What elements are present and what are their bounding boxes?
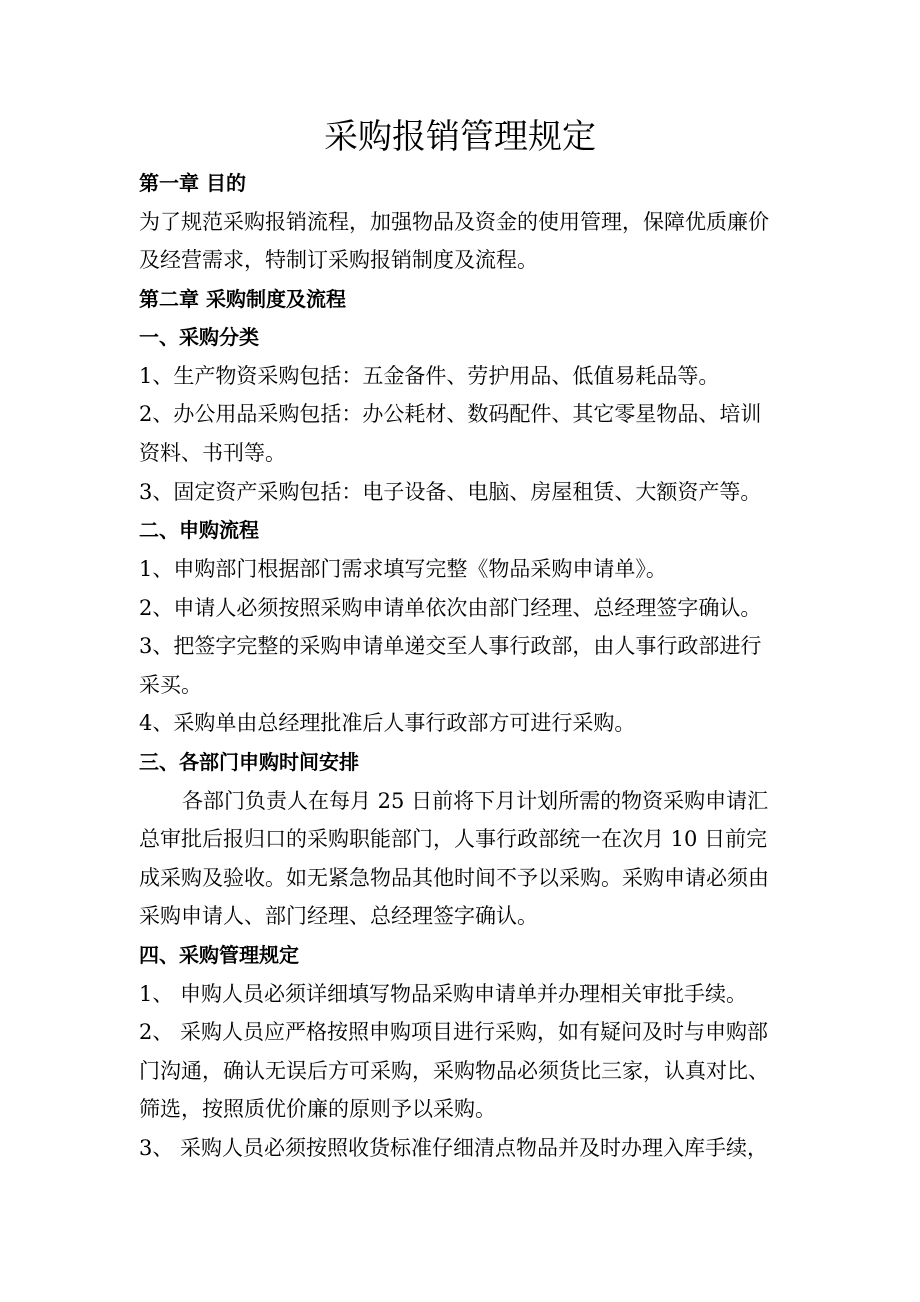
list-item: 3、固定资产采购包括：电子设备、电脑、房屋租赁、大额资产等。	[139, 480, 762, 504]
chapter-2-heading: 第二章 采购制度及流程	[139, 287, 346, 311]
section-1-heading: 一、采购分类	[139, 325, 259, 349]
list-item: 2、办公用品采购包括：办公耗材、数码配件、其它零星物品、培训	[139, 402, 762, 426]
paragraph-line: 及经营需求，特制订采购报销制度及流程。	[139, 248, 538, 272]
list-item-continuation: 筛选，按照质优价廉的原则予以采购。	[139, 1097, 496, 1121]
document-title: 采购报销管理规定	[324, 117, 596, 157]
section-2-heading: 二、申购流程	[139, 518, 259, 542]
paragraph-line: 总审批后报归口的采购职能部门，人事行政部统一在次月 10 日前完	[139, 827, 768, 851]
paragraph-line: 为了规范采购报销流程，加强物品及资金的使用管理，保障优质廉价	[139, 210, 769, 234]
list-item: 2、 采购人员应严格按照申购项目进行采购，如有疑问及时与申购部	[139, 1020, 769, 1044]
paragraph-line: 成采购及验收。如无紧急物品其他时间不予以采购。采购申请必须由	[139, 866, 769, 890]
list-item: 1、 申购人员必须详细填写物品采购申请单并办理相关审批手续。	[139, 982, 748, 1006]
section-3-heading: 三、各部门申购时间安排	[139, 750, 359, 774]
list-item: 3、 采购人员必须按照收货标准仔细清点物品并及时办理入库手续，	[139, 1136, 769, 1160]
list-item-continuation: 采买。	[139, 673, 202, 697]
list-item: 4、采购单由总经理批准后人事行政部方可进行采购。	[139, 711, 636, 735]
list-item: 3、把签字完整的采购申请单递交至人事行政部，由人事行政部进行	[139, 634, 762, 658]
paragraph-line: 各部门负责人在每月 25 日前将下月计划所需的物资采购申请汇	[182, 789, 769, 813]
chapter-1-heading: 第一章 目的	[139, 171, 246, 195]
section-4-heading: 四、采购管理规定	[139, 943, 299, 967]
paragraph-line: 采购申请人、部门经理、总经理签字确认。	[139, 904, 538, 928]
list-item-continuation: 资料、书刊等。	[139, 441, 286, 465]
list-item: 1、生产物资采购包括：五金备件、劳护用品、低值易耗品等。	[139, 364, 720, 388]
list-item: 2、申请人必须按照采购申请单依次由部门经理、总经理签字确认。	[139, 596, 762, 620]
list-item-continuation: 门沟通，确认无误后方可采购，采购物品必须货比三家，认真对比、	[139, 1059, 769, 1083]
list-item: 1、申购部门根据部门需求填写完整《物品采购申请单》。	[139, 557, 667, 581]
